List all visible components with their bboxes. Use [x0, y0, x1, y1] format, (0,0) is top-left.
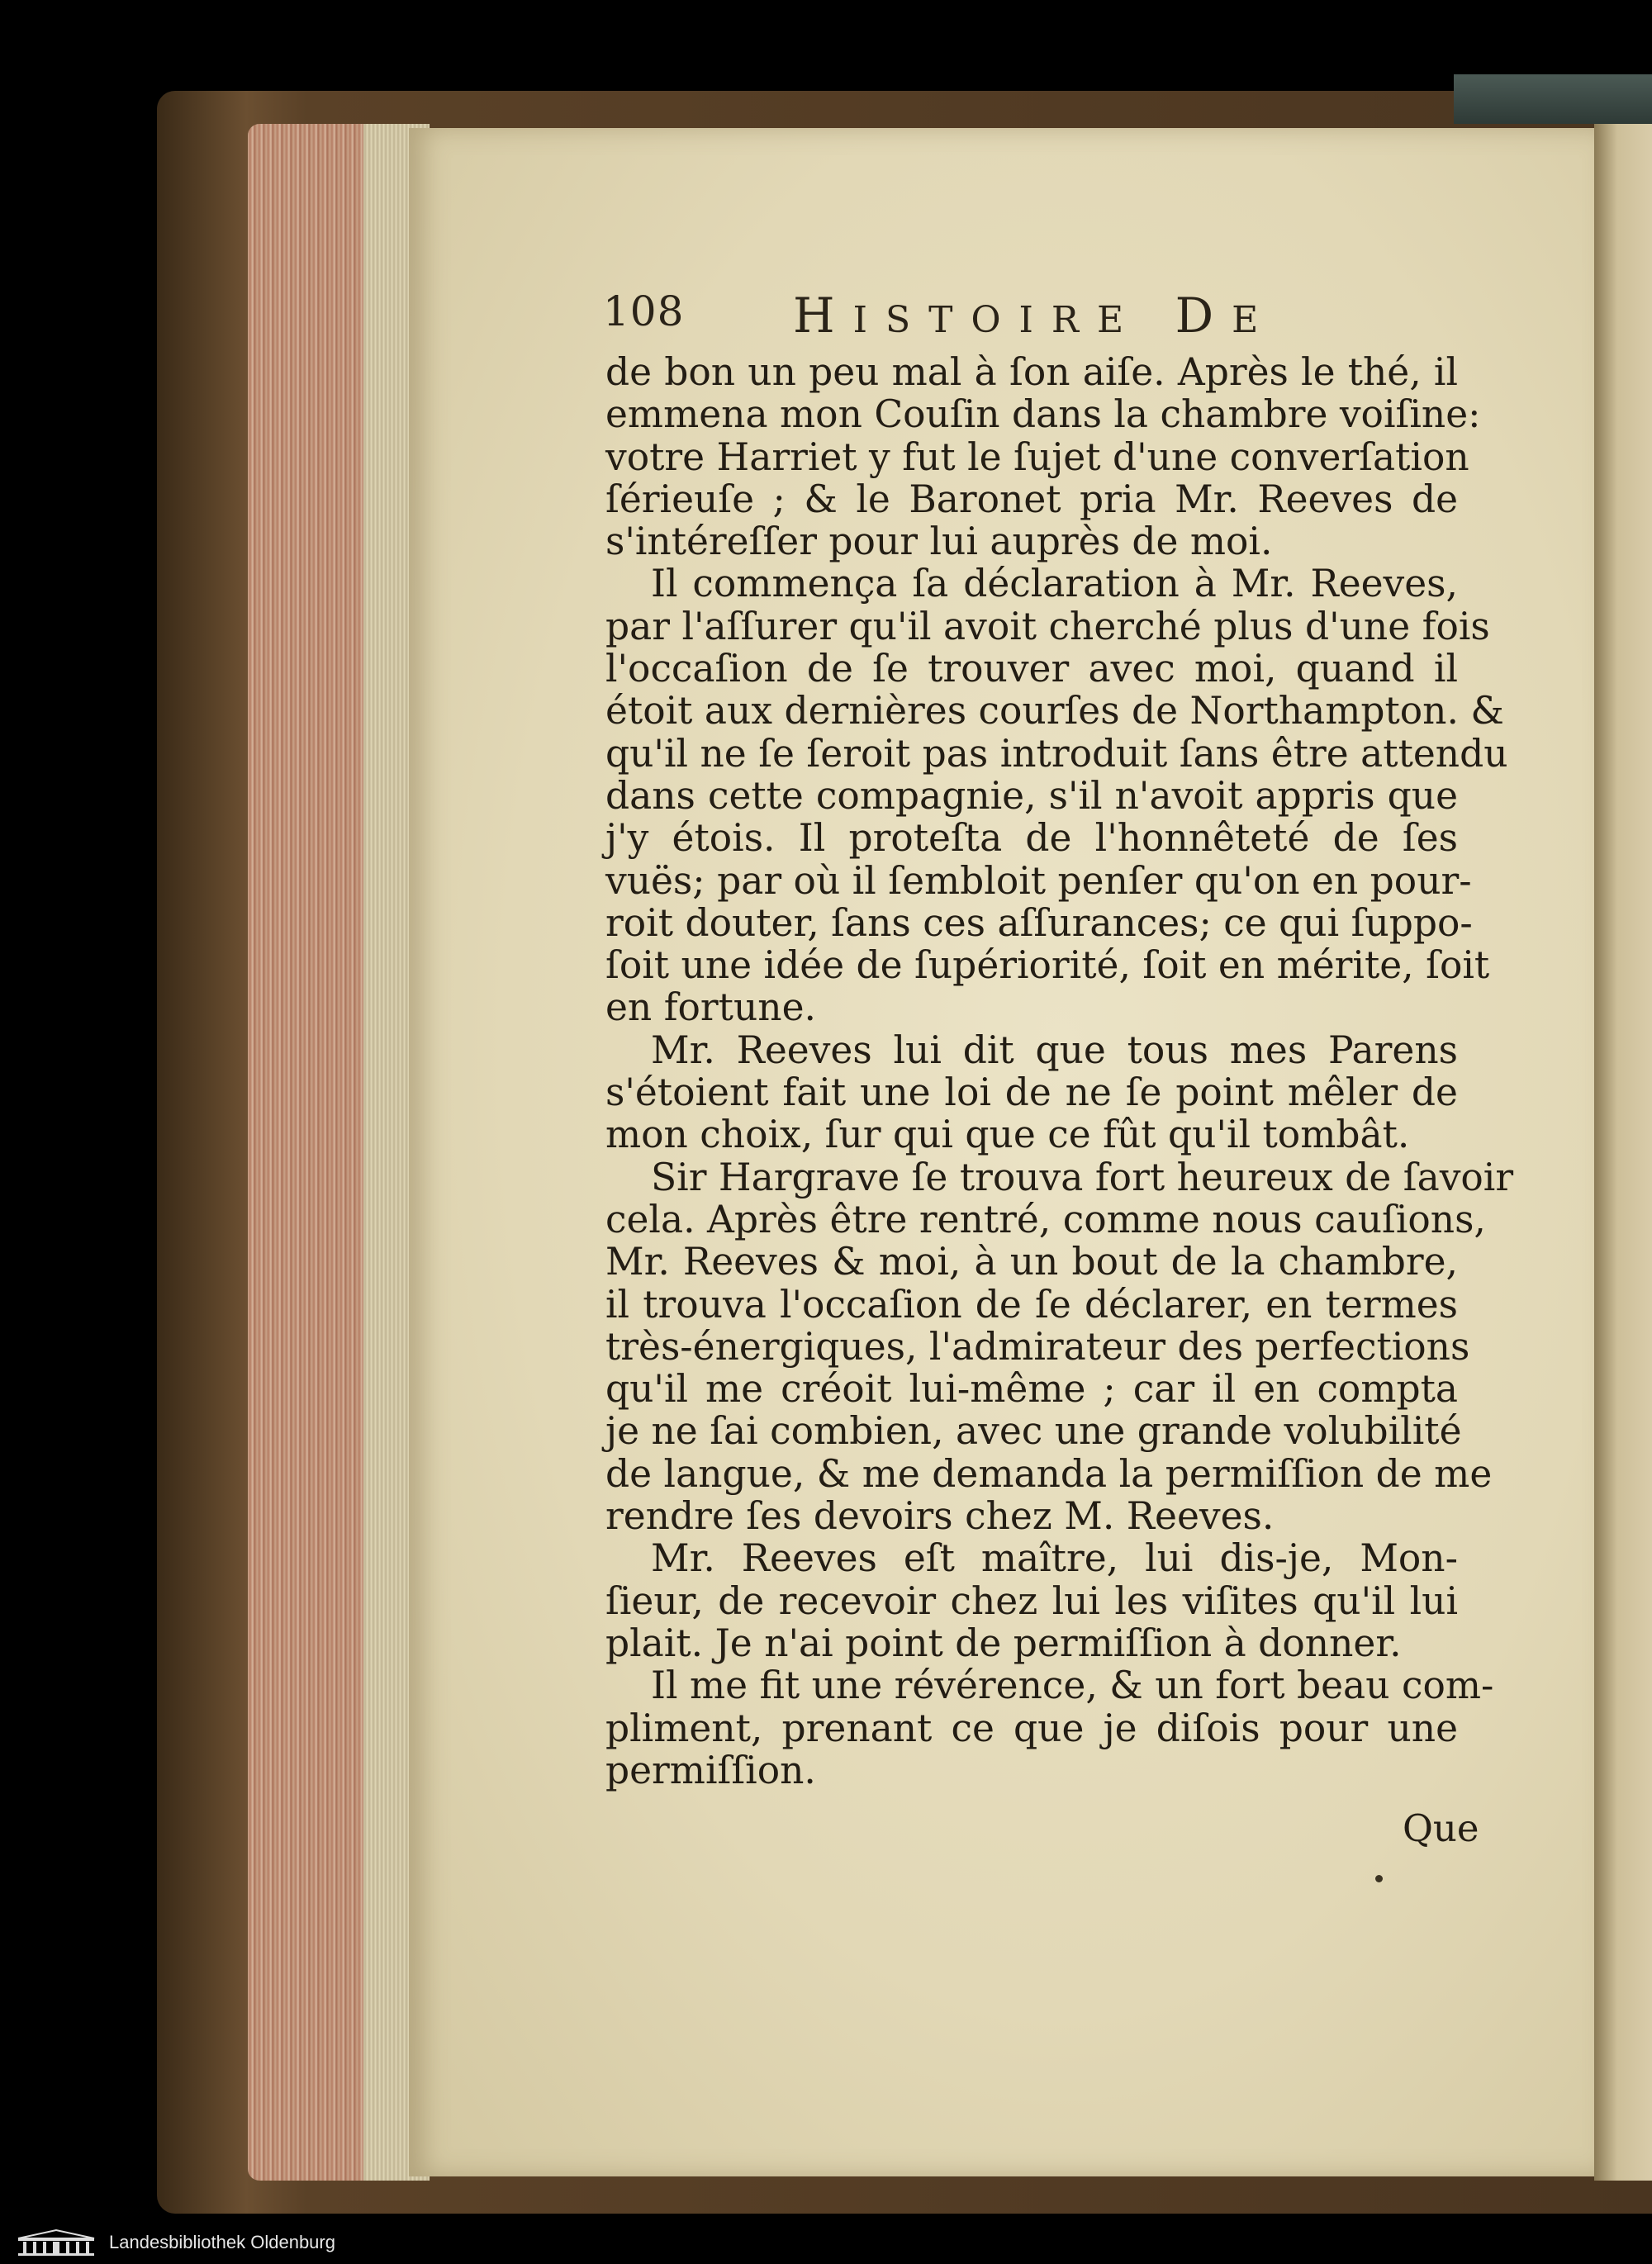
signature-mark	[1375, 1875, 1383, 1882]
running-head	[603, 287, 1470, 345]
page-number: 108	[603, 287, 685, 335]
cover-edge	[1454, 74, 1652, 124]
text-line: dans cette compagnie, s'il n'avoit appris que	[605, 773, 1458, 818]
text-line: étoit aux dernières courſes de Northampton. &	[605, 689, 1504, 733]
text-line: permiſſion.	[605, 1748, 816, 1792]
text-line: Il commença ſa déclaration à Mr. Reeves,	[651, 562, 1458, 606]
text-line: de bon un peu mal à ſon aiſe. Après le thé, il	[605, 350, 1458, 394]
text-line: ſieur, de recevoir chez lui les viſites qu'il lui	[605, 1578, 1458, 1623]
text-line: vuës; par où il ſembloit penſer qu'on en pour-	[605, 858, 1472, 903]
text-line: Sir Hargrave ſe trouva fort heureux de ſavoir	[651, 1155, 1514, 1199]
text-line: emmena mon Couſin dans la chambre voiſine:	[605, 392, 1481, 437]
facing-page-edge	[1594, 124, 1652, 2181]
text-line: en fortune.	[605, 985, 816, 1030]
text-line: de langue, & me demanda la permiſſion de me	[605, 1451, 1493, 1496]
text-line: par l'aſſurer qu'il avoit cherché plus d'une fois	[605, 604, 1490, 648]
text-line: je ne ſai combien, avec une grande volubilité	[605, 1409, 1462, 1454]
text-line: j'y étois. Il proteſta de l'honnêteté de ſes	[605, 816, 1458, 861]
text-line: Il me fit une révérence, & un fort beau com-	[651, 1664, 1494, 1708]
text-line: ſoit une idée de ſupériorité, ſoit en mérite, ſoit	[605, 943, 1490, 988]
text-line: Mr. Reeves & moi, à un bout de la chambre,	[605, 1240, 1458, 1284]
text-line: s'étoient fait une loi de ne ſe point mêler de	[605, 1070, 1458, 1115]
text-line: cela. Après être rentré, comme nous cauſions,	[605, 1197, 1486, 1241]
text-line: ſérieuſe ; & le Baronet pria Mr. Reeves de	[605, 477, 1458, 521]
library-name: Landesbibliothek Oldenburg	[109, 2232, 335, 2252]
running-title: HISTOIRE DE	[793, 287, 1277, 344]
text-line: pliment, prenant ce que je diſois pour une	[605, 1706, 1458, 1750]
text-line: mon choix, ſur qui que ce fût qu'il tombât.	[605, 1113, 1410, 1157]
text-line: roit douter, ſans ces aſſurances; ce qui ſuppo-	[605, 900, 1473, 945]
text-line: qu'il me créoit lui-même ; car il en compta	[605, 1367, 1458, 1412]
text-line: Mr. Reeves eſt maître, lui dis-je, Mon-	[651, 1536, 1458, 1581]
catchword: Que	[1403, 1806, 1479, 1850]
body-text	[605, 350, 1514, 1792]
text-line: Mr. Reeves lui dit que tous mes Parens	[651, 1028, 1458, 1072]
text-line: s'intéreſſer pour lui auprès de moi.	[605, 520, 1273, 564]
text-line: plait. Je n'ai point de permiſſion à donner.	[605, 1621, 1402, 1665]
footer-bar	[0, 2222, 1652, 2264]
text-line: très-énergiques, l'admirateur des perfections	[605, 1324, 1470, 1369]
text-line: l'occaſion de ſe trouver avec moi, quand il	[605, 647, 1458, 691]
text-line: votre Harriet y fut le ſujet d'une converſation	[605, 434, 1469, 479]
library-building-icon	[15, 2228, 97, 2257]
text-line: qu'il ne ſe ſeroit pas introduit ſans être attendu	[605, 731, 1508, 776]
text-line: il trouva l'occaſion de ſe déclarer, en termes	[605, 1282, 1458, 1327]
text-line: rendre ſes devoirs chez M. Reeves.	[605, 1494, 1275, 1539]
